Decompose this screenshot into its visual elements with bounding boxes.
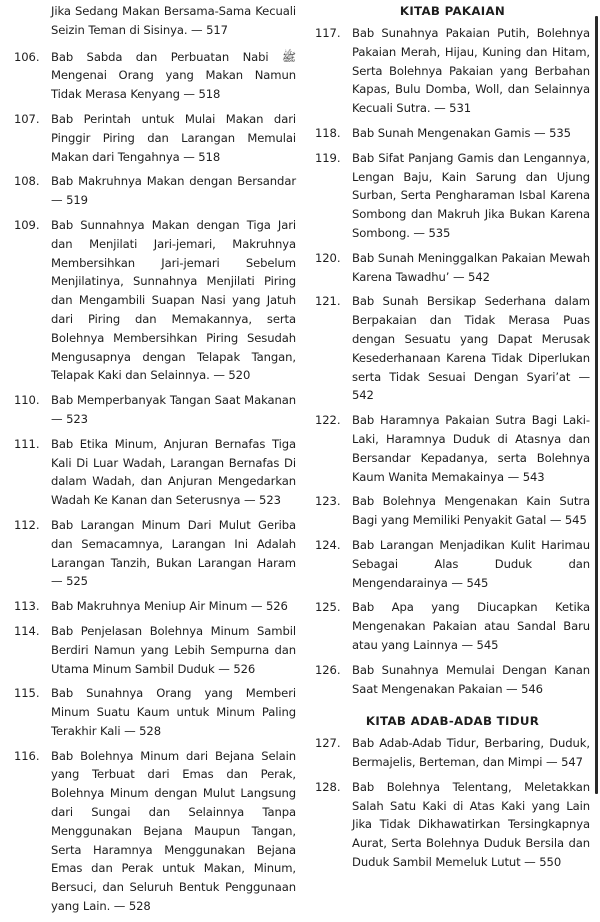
toc-entry (14, 48, 296, 104)
entry-number: 125. (315, 600, 341, 615)
toc-entry (315, 24, 590, 118)
entry-number: 122. (315, 413, 341, 428)
entry-text: Bab Makruhnya Makan dengan Bersandar — 519 (51, 174, 296, 208)
entry-text: Bab Bolehnya Mengenakan Kain Sutra Bagi yang Memiliki Penyakit Gatal — 545 (352, 494, 590, 528)
entry-text: Bab Perintah untuk Mulai Makan dari Pinggir Piring dan Larangan Memulai Makan dari Tengahnya — 518 (51, 111, 296, 164)
entry-number: 124. (315, 537, 341, 552)
entry-number: 107. (14, 111, 40, 126)
toc-entry (14, 747, 296, 916)
toc-entry (315, 661, 590, 699)
toc-entry (14, 435, 296, 510)
entry-text: Bab Sabda dan Perbuatan Nabi ﷺ Mengenai Orang yang Makan Namun Tidak Merasa Kenyang — 518 (51, 49, 296, 102)
entry-number: 128. (315, 779, 341, 794)
section-heading: KITAB ADAB-ADAB TIDUR (365, 714, 540, 729)
entry-number: 119. (315, 150, 341, 165)
entry-number: 118. (315, 125, 341, 140)
entry-number: 115. (14, 686, 40, 701)
entry-text: Bab Memperbanyak Tangan Saat Makanan — 523 (51, 393, 296, 426)
toc-entry (315, 598, 590, 654)
toc-entry (315, 124, 590, 143)
entry-number: 108. (14, 174, 40, 189)
entry-text: Bab Sunahnya Orang yang Memberi Minum Suatu Kaum untuk Minum Paling Terakhir Kali — 528 (51, 686, 296, 738)
entry-text: Bab Adab-Adab Tidur, Berbaring, Duduk, Bermajelis, Berteman, dan Mimpi — 547 (352, 736, 590, 770)
entry-text: Bab Sunah Bersikap Sederhana dalam Berpakaian dan Tidak Merasa Puas dengan Sesuatu yang Dapat Merusak Kesederhanaan Karena Tidak Diperlukan serta Tidak Sesuai Dengan Syari’at — 542 (352, 294, 590, 403)
entry-text: Bab Sunnahnya Makan dengan Tiga Jari dan Menjilati Jari-jemari, Makruhnya Membersihkan Jari-jemari Sebelum Menjilatinya, Sunnahnya Menjilati Piring dan Mengambili Suapan Nasi yang Jatuh dari Piring dan Memakannya, serta Bolehnya Membersihkan Piring Sesudah Mengusapnya dengan Telapak Tangan, Telapak Kaki dan Selainnya. — 520 (51, 217, 296, 383)
entry-number: 127. (315, 736, 341, 751)
entry-number: 110. (14, 393, 40, 408)
entry-text: Bab Sunah Meninggalkan Pakaian Mewah Karena Tawadhu’ — 542 (352, 250, 590, 284)
entry-text: Bab Sunah Mengenakan Gamis — 535 (352, 125, 571, 140)
toc-entry (14, 216, 296, 385)
entry-text: Bab Larangan Menjadikan Kulit Harimau Sebagai Alas Duduk dan Mengendarainya — 545 (352, 537, 590, 590)
toc-entry (14, 391, 296, 429)
toc-entry (315, 536, 590, 592)
entry-number: 111. (14, 436, 40, 451)
toc-entry (14, 597, 296, 616)
entry-number: 109. (14, 217, 40, 232)
entry-text: Bab Makruhnya Meniup Air Minum — 526 (51, 599, 288, 614)
entry-number: 120. (315, 250, 341, 265)
right-column (315, 2, 590, 878)
toc-entry (14, 110, 296, 166)
page-edge-rule (595, 16, 598, 794)
left-column (14, 2, 296, 922)
section-heading: KITAB PAKAIAN (399, 4, 506, 18)
entry-text: Bab Sunahnya Memulai Dengan Kanan Saat Mengenakan Pakaian — 546 (352, 662, 590, 696)
entry-number: 116. (14, 748, 40, 763)
toc-entry (315, 149, 590, 243)
continued-entry-text: Jika Sedang Makan Bersama-Sama Kecuali Seizin Teman di Sisinya. — 517 (51, 4, 296, 37)
toc-entry (315, 778, 590, 872)
entry-text: Bab Apa yang Diucapkan Ketika Mengenakan Pakaian atau Sandal Baru atau yang Lainnya — 545 (352, 600, 590, 652)
entry-text: Bab Penjelasan Bolehnya Minum Sambil Berdiri Namun yang Lebih Sempurna dan Utama Minum Sambil Duduk — 526 (51, 623, 296, 676)
toc-entry (315, 249, 590, 287)
entry-text: Bab Haramnya Pakaian Sutra Bagi Laki-Laki, Haramnya Duduk di Atasnya dan Bersandar Kepadanya, serta Bolehnya Kaum Wanita Memakainya — 543 (352, 413, 590, 484)
entry-number: 126. (315, 662, 341, 677)
toc-entry (315, 411, 590, 486)
entry-text: Bab Etika Minum, Anjuran Bernafas Tiga Kali Di Luar Wadah, Larangan Bernafas Di dalam Wadah, dan Anjuran Mengedarkan Wadah Ke Kanan dan Seterusnya — 523 (51, 436, 296, 508)
toc-entry (14, 172, 296, 210)
entry-number: 114. (14, 623, 40, 638)
entry-text: Bab Sunahnya Pakaian Putih, Bolehnya Pakaian Merah, Hijau, Kuning dan Hitam, Serta Bolehnya Pakaian yang Berbahan Kapas, Bulu Domba, Woll, dan Selainnya Kecuali Sutra. — 531 (352, 26, 590, 116)
toc-entry (315, 734, 590, 772)
entry-number: 121. (315, 294, 341, 309)
entry-text: Bab Sifat Panjang Gamis dan Lengannya, Lengan Baju, Kain Sarung dan Ujung Surban, Serta Pengharaman Isbal Karena Sombong dan Makruh Jika Bukan Karena Sombong. — 535 (352, 150, 590, 240)
entry-number: 106. (14, 49, 40, 64)
toc-entry (315, 492, 590, 530)
toc-entry (315, 292, 590, 405)
toc-entry (14, 516, 296, 591)
entry-text: Bab Bolehnya Telentang, Meletakkan Salah Satu Kaki di Atas Kaki yang Lain Jika Tidak Dikhawatirkan Tersingkapnya Aurat, Serta Bolehnya Duduk Bersila dan Duduk Sambil Memeluk Lutut — 550 (352, 779, 590, 870)
entry-text: Bab Larangan Minum Dari Mulut Geriba dan Semacamnya, Larangan Ini Adalah Larangan Tanzih, Bukan Larangan Haram — 525 (51, 517, 296, 589)
toc-entry (14, 622, 296, 678)
entry-number: 112. (14, 517, 40, 532)
entry-number: 123. (315, 494, 341, 509)
entry-number: 113. (14, 599, 40, 614)
entry-text: Bab Bolehnya Minum dari Bejana Selain yang Terbuat dari Emas dan Perak, Bolehnya Minum dengan Mulut Langsung dari Sungai dan Selainnya Tanpa Menggunakan Bejana Maupun Tangan, Serta Haramnya Menggunakan Bejana Emas dan Perak untuk Makan, Minum, Bersuci, dan Seluruh Bentuk Penggunaan yang Lain. — 528 (51, 748, 296, 914)
entry-number: 117. (315, 26, 341, 40)
toc-entry (14, 684, 296, 740)
